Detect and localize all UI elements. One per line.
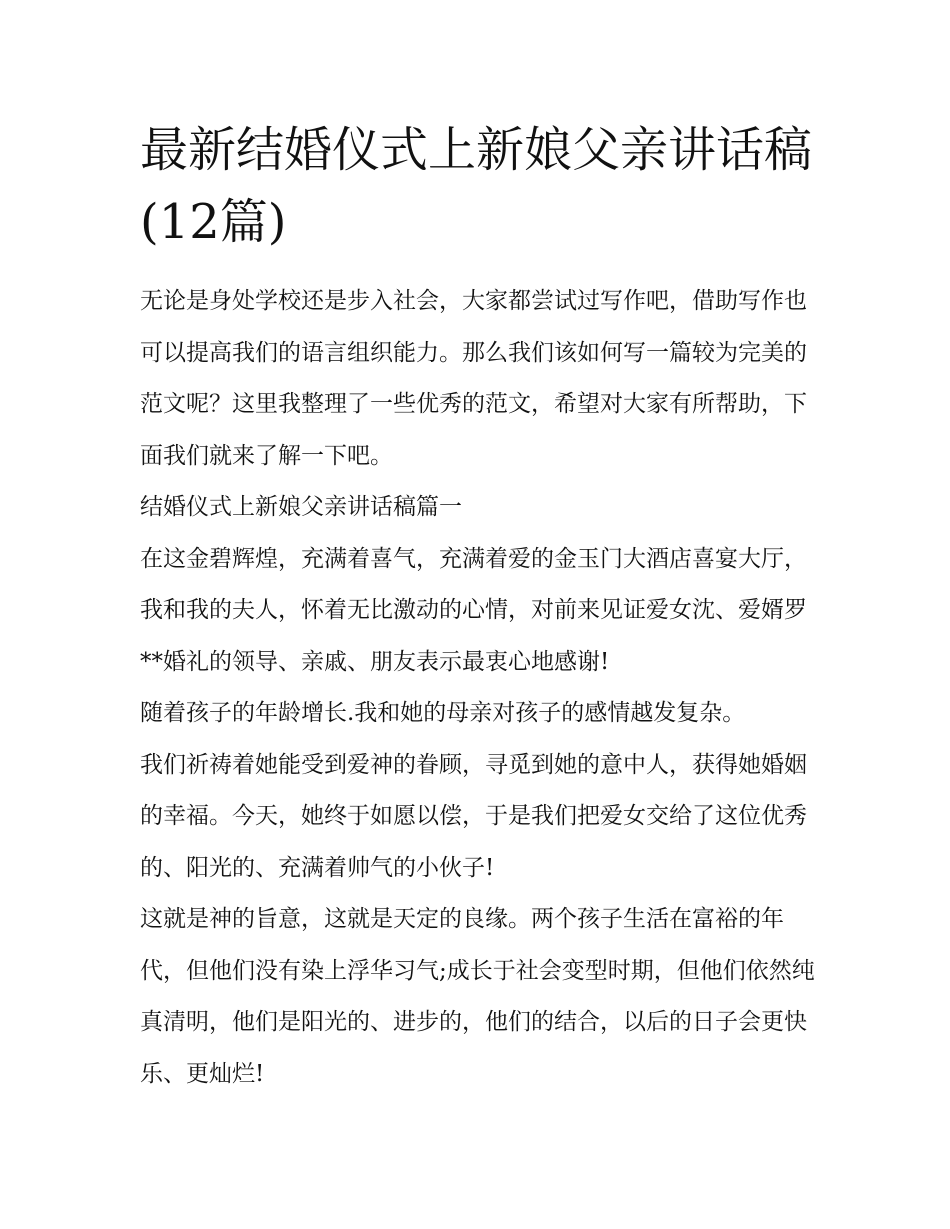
document-body	[140, 276, 820, 1100]
intro-paragraph: 无论是身处学校还是步入社会，大家都尝试过写作吧，借助写作也可以提高我们的语言组织能力。那么我们该如何写一篇较为完美的范文呢？这里我整理了一些优秀的范文，希望对大家有所帮助，下面我们就来了解一下吧。	[140, 288, 807, 469]
body-paragraph: 这就是神的旨意，这就是天定的良缘。两个孩子生活在富裕的年代，但他们没有染上浮华习气;成长于社会变型时期，但他们依然纯真清明，他们是阳光的、进步的，他们的结合，以后的日子会更快乐、更灿烂!	[140, 906, 815, 1087]
body-paragraph: 我们祈祷着她能受到爱神的眷顾，寻觅到她的意中人，获得她婚姻的幸福。今天，她终于如愿以偿，于是我们把爱女交给了这位优秀的、阳光的、充满着帅气的小伙子!	[140, 751, 807, 881]
body-paragraph: 在这金碧辉煌，充满着喜气，充满着爱的金玉门大酒店喜宴大厅，我和我的夫人，怀着无比激动的心情，对前来见证爱女沈、爱婿罗**婚礼的领导、亲戚、朋友表示最衷心地感谢!	[140, 545, 807, 675]
document-title: 最新结婚仪式上新娘父亲讲话稿(12篇)	[140, 122, 813, 250]
section-heading: 结婚仪式上新娘父亲讲话稿篇一	[140, 494, 462, 520]
body-paragraph: 随着孩子的年龄增长.我和她的母亲对孩子的感情越发复杂。	[140, 700, 746, 726]
